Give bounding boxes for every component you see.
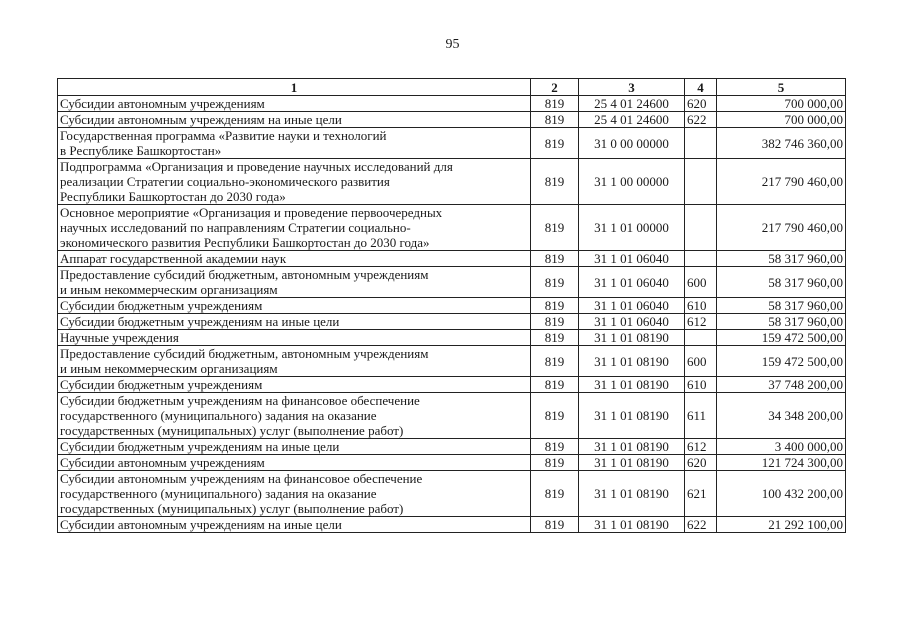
cell-name: Субсидии автономным учреждениям на иные цели	[58, 517, 531, 533]
cell-csr: 31 1 01 06040	[579, 314, 685, 330]
cell-name: Субсидии бюджетным учреждениям на финансовое обеспечение государственного (муниципального) задания на оказание государственных (муниципальных) услуг (выполнение работ)	[58, 393, 531, 439]
cell-ved: 819	[531, 393, 579, 439]
cell-vr: 612	[685, 439, 717, 455]
cell-name: Субсидии автономным учреждениям на финансовое обеспечение государственного (муниципального) задания на оказание государственных (муниципальных) услуг (выполнение работ)	[58, 471, 531, 517]
cell-vr: 611	[685, 393, 717, 439]
cell-name: Предоставление субсидий бюджетным, автономным учреждениям и иным некоммерческим организациям	[58, 267, 531, 298]
column-header-ved: 2	[531, 79, 579, 96]
cell-sum: 58 317 960,00	[717, 267, 846, 298]
cell-name: Субсидии автономным учреждениям на иные цели	[58, 112, 531, 128]
cell-vr: 600	[685, 267, 717, 298]
cell-sum: 217 790 460,00	[717, 205, 846, 251]
table-row	[58, 251, 846, 267]
cell-sum: 58 317 960,00	[717, 298, 846, 314]
cell-name: Государственная программа «Развитие науки и технологий в Республике Башкортостан»	[58, 128, 531, 159]
table-row	[58, 439, 846, 455]
cell-sum: 34 348 200,00	[717, 393, 846, 439]
table-row	[58, 298, 846, 314]
cell-ved: 819	[531, 517, 579, 533]
cell-ved: 819	[531, 314, 579, 330]
cell-ved: 819	[531, 377, 579, 393]
cell-csr: 31 0 00 00000	[579, 128, 685, 159]
cell-csr: 31 1 01 08190	[579, 455, 685, 471]
cell-vr	[685, 159, 717, 205]
cell-sum: 100 432 200,00	[717, 471, 846, 517]
cell-vr: 620	[685, 455, 717, 471]
cell-sum: 217 790 460,00	[717, 159, 846, 205]
cell-ved: 819	[531, 267, 579, 298]
column-header-vr: 4	[685, 79, 717, 96]
table-header-row	[58, 79, 846, 96]
column-header-name: 1	[58, 79, 531, 96]
cell-vr	[685, 205, 717, 251]
cell-vr: 620	[685, 96, 717, 112]
cell-csr: 31 1 01 08190	[579, 393, 685, 439]
cell-csr: 31 1 01 00000	[579, 205, 685, 251]
cell-ved: 819	[531, 205, 579, 251]
table-row	[58, 112, 846, 128]
cell-name: Научные учреждения	[58, 330, 531, 346]
cell-name: Субсидии бюджетным учреждениям на иные цели	[58, 314, 531, 330]
cell-vr: 612	[685, 314, 717, 330]
cell-csr: 31 1 01 08190	[579, 517, 685, 533]
cell-vr	[685, 251, 717, 267]
page-number: 95	[445, 37, 460, 52]
cell-sum: 159 472 500,00	[717, 330, 846, 346]
table-row	[58, 314, 846, 330]
cell-vr: 622	[685, 517, 717, 533]
cell-csr: 31 1 00 00000	[579, 159, 685, 205]
cell-vr: 622	[685, 112, 717, 128]
cell-name: Предоставление субсидий бюджетным, автономным учреждениям и иным некоммерческим организациям	[58, 346, 531, 377]
cell-name: Субсидии бюджетным учреждениям	[58, 298, 531, 314]
cell-ved: 819	[531, 251, 579, 267]
table-row	[58, 205, 846, 251]
cell-sum: 700 000,00	[717, 112, 846, 128]
cell-sum: 37 748 200,00	[717, 377, 846, 393]
cell-csr: 25 4 01 24600	[579, 112, 685, 128]
cell-ved: 819	[531, 346, 579, 377]
cell-ved: 819	[531, 330, 579, 346]
cell-ved: 819	[531, 159, 579, 205]
table-row	[58, 330, 846, 346]
cell-vr	[685, 128, 717, 159]
cell-sum: 58 317 960,00	[717, 314, 846, 330]
table-row	[58, 455, 846, 471]
cell-name: Подпрограмма «Организация и проведение научных исследований для реализации Стратегии социально-экономического развития Республики Башкортостан до 2030 года»	[58, 159, 531, 205]
table-row	[58, 267, 846, 298]
table-row	[58, 159, 846, 205]
cell-csr: 31 1 01 08190	[579, 377, 685, 393]
cell-sum: 121 724 300,00	[717, 455, 846, 471]
cell-sum: 382 746 360,00	[717, 128, 846, 159]
cell-csr: 31 1 01 08190	[579, 439, 685, 455]
cell-sum: 700 000,00	[717, 96, 846, 112]
cell-csr: 25 4 01 24600	[579, 96, 685, 112]
cell-sum: 3 400 000,00	[717, 439, 846, 455]
cell-ved: 819	[531, 439, 579, 455]
table-row	[58, 346, 846, 377]
cell-vr: 621	[685, 471, 717, 517]
cell-vr: 610	[685, 377, 717, 393]
cell-csr: 31 1 01 08190	[579, 330, 685, 346]
cell-ved: 819	[531, 455, 579, 471]
cell-name: Субсидии бюджетным учреждениям на иные цели	[58, 439, 531, 455]
cell-name: Субсидии бюджетным учреждениям	[58, 377, 531, 393]
cell-ved: 819	[531, 298, 579, 314]
table-row	[58, 96, 846, 112]
column-header-csr: 3	[579, 79, 685, 96]
cell-csr: 31 1 01 06040	[579, 267, 685, 298]
table-row	[58, 128, 846, 159]
cell-csr: 31 1 01 08190	[579, 471, 685, 517]
cell-ved: 819	[531, 471, 579, 517]
cell-csr: 31 1 01 06040	[579, 298, 685, 314]
cell-vr: 610	[685, 298, 717, 314]
cell-sum: 21 292 100,00	[717, 517, 846, 533]
cell-ved: 819	[531, 128, 579, 159]
cell-ved: 819	[531, 112, 579, 128]
cell-csr: 31 1 01 08190	[579, 346, 685, 377]
budget-table	[57, 78, 846, 533]
table-row	[58, 393, 846, 439]
table-row	[58, 377, 846, 393]
cell-name: Субсидии автономным учреждениям	[58, 96, 531, 112]
table-row	[58, 471, 846, 517]
cell-csr: 31 1 01 06040	[579, 251, 685, 267]
cell-vr	[685, 330, 717, 346]
column-header-sum: 5	[717, 79, 846, 96]
cell-sum: 58 317 960,00	[717, 251, 846, 267]
cell-ved: 819	[531, 96, 579, 112]
table-body	[58, 96, 846, 533]
cell-sum: 159 472 500,00	[717, 346, 846, 377]
cell-vr: 600	[685, 346, 717, 377]
cell-name: Аппарат государственной академии наук	[58, 251, 531, 267]
table-row	[58, 517, 846, 533]
cell-name: Субсидии автономным учреждениям	[58, 455, 531, 471]
cell-name: Основное мероприятие «Организация и проведение первоочередных научных исследований по направлениям Стратегии социально- экономического развития Республики Башкортостан до 2030 года»	[58, 205, 531, 251]
